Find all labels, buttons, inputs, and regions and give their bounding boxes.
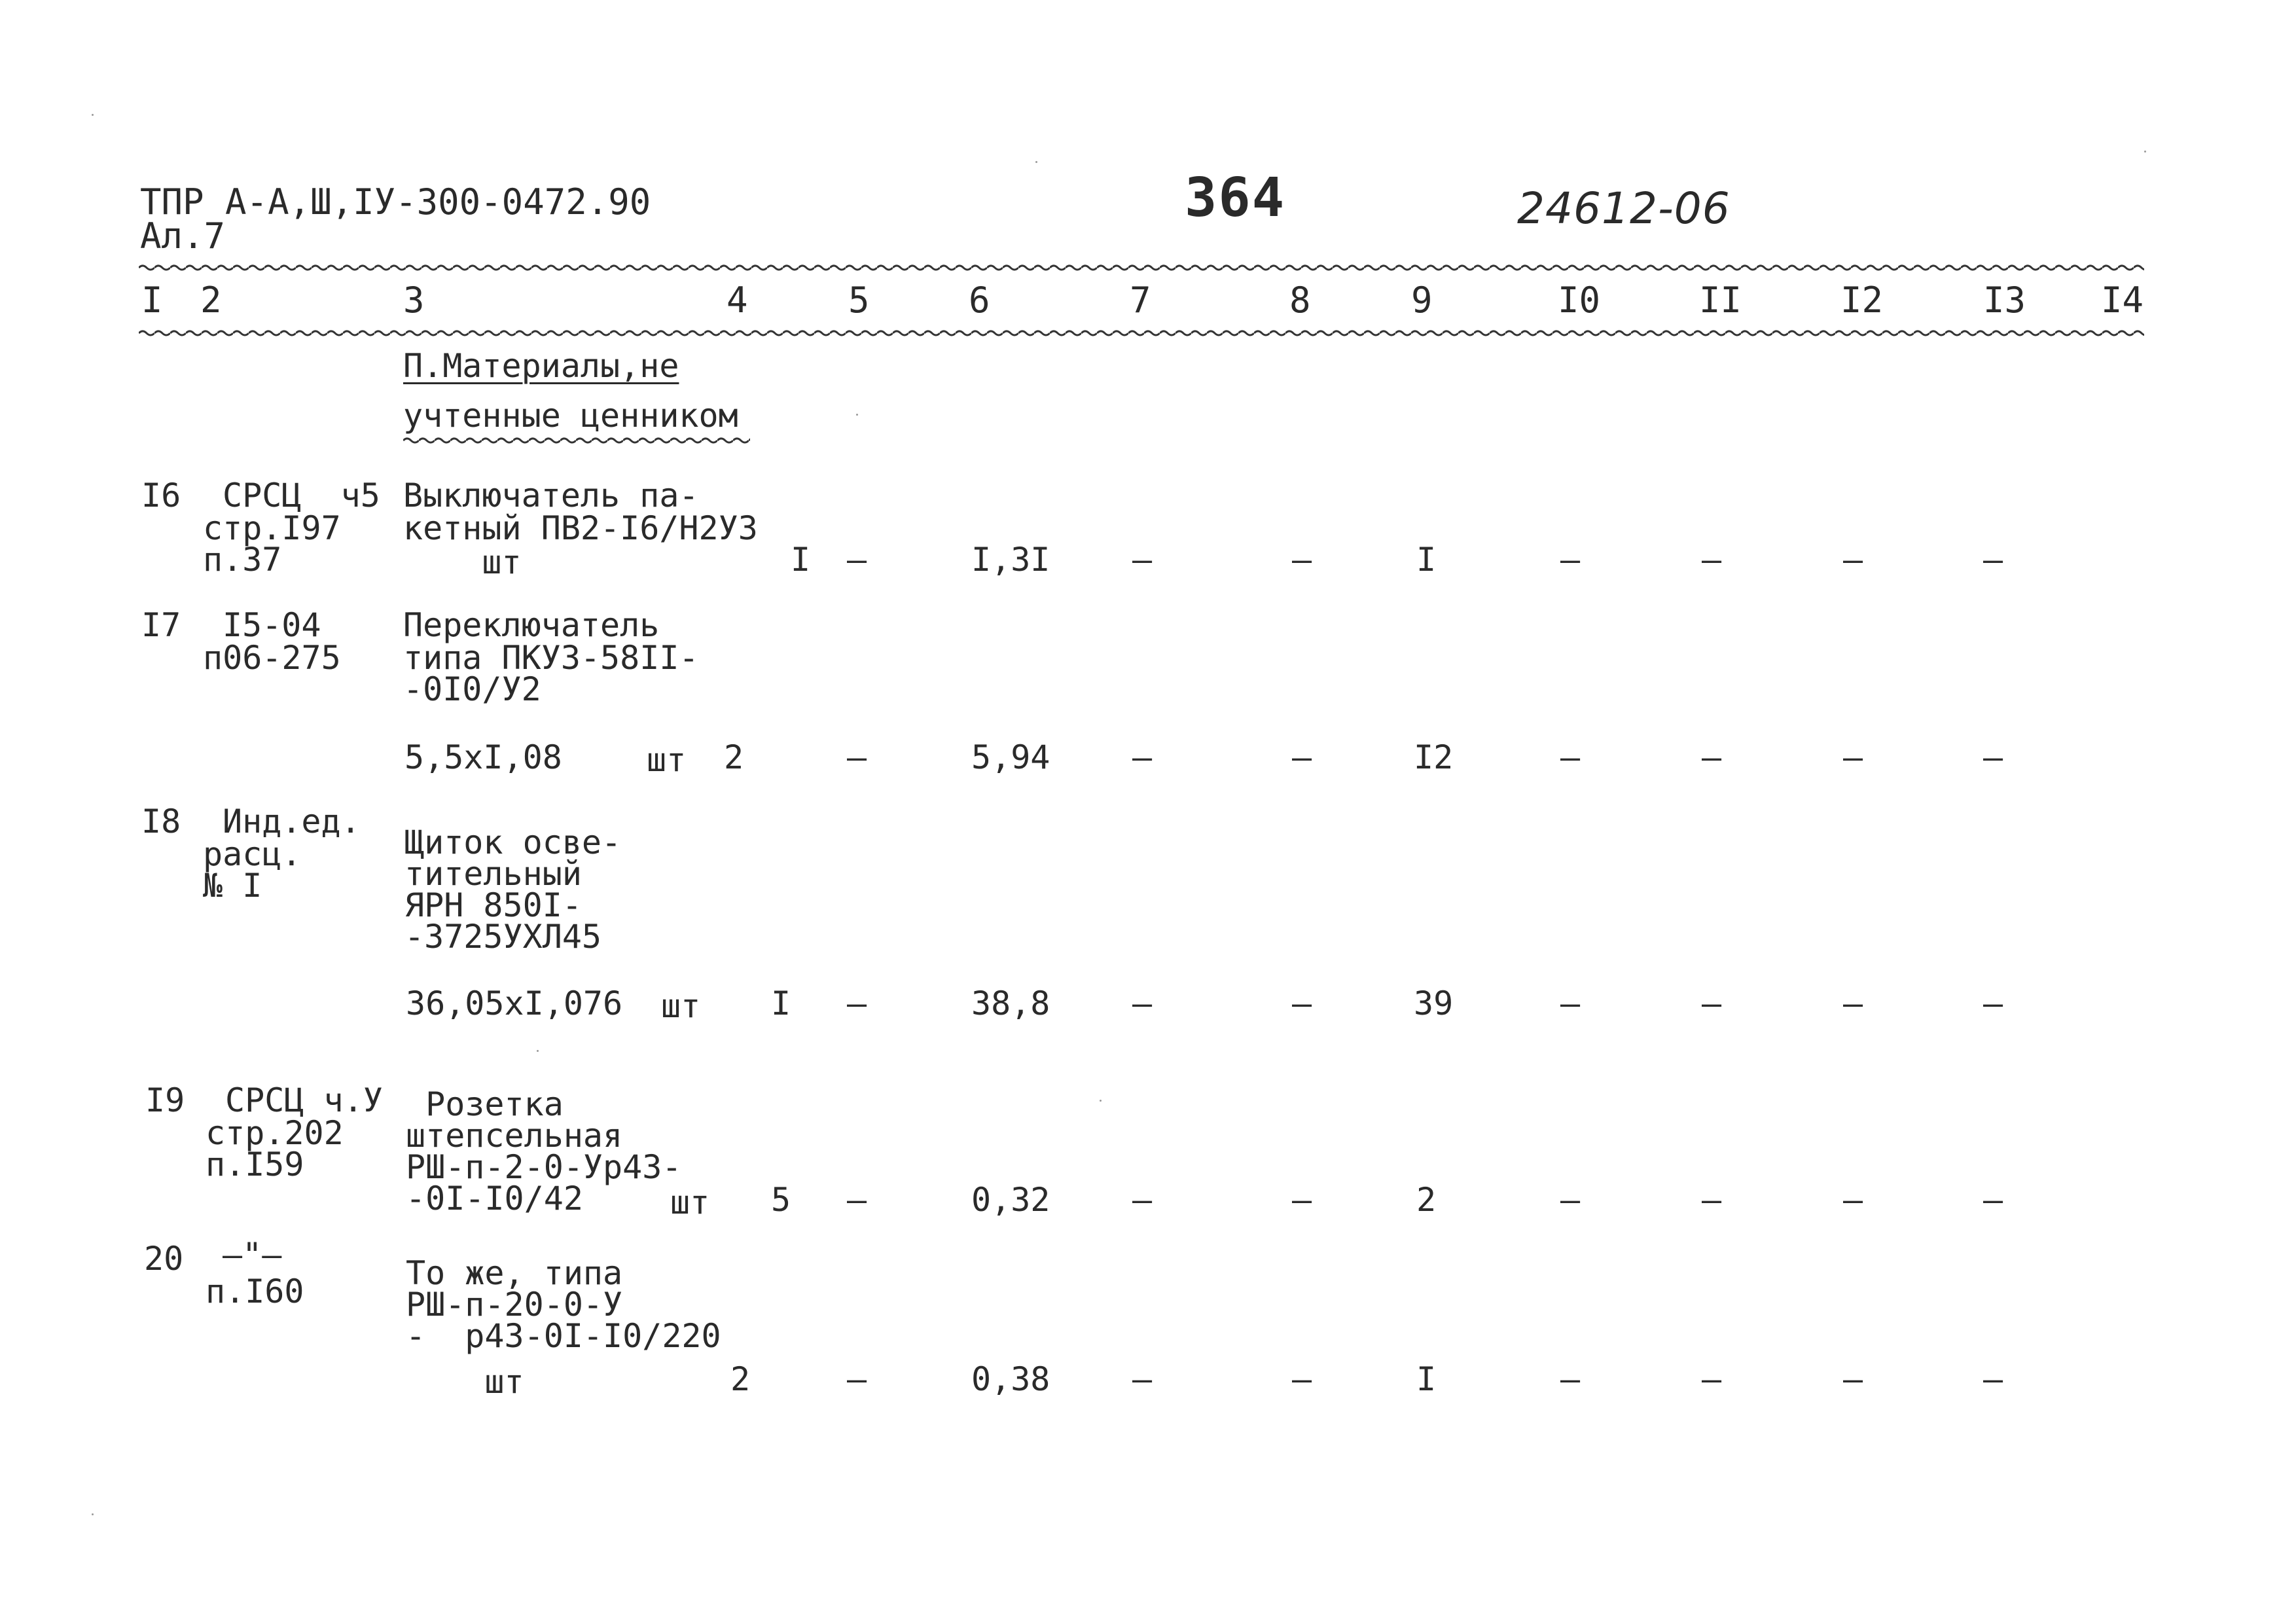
cell-col13: –	[1983, 738, 2003, 776]
description-line: тительный	[404, 855, 582, 893]
column-number-12: I2	[1840, 280, 1884, 321]
scan-speck	[92, 1513, 94, 1515]
cell-col9: I	[1416, 541, 1437, 579]
description-line: Переключатель	[403, 606, 660, 644]
reference-line: п.I59	[206, 1146, 304, 1183]
description-line: шт	[406, 1363, 524, 1401]
column-number-3: 3	[403, 280, 425, 321]
description-line: штепсельная	[406, 1117, 623, 1155]
column-number-11: II	[1699, 280, 1742, 321]
cell-col6: 5,94	[971, 738, 1050, 776]
description-line: -0I0/У2	[403, 670, 541, 708]
cell-col8: –	[1292, 738, 1312, 776]
reference-line: п06-275	[203, 639, 341, 677]
column-number-7: 7	[1130, 280, 1151, 321]
document-code: ТПР А-А,Ш,IУ-300-0472.90	[140, 181, 651, 223]
description-line: -0I-I0/42	[406, 1180, 583, 1218]
cell-col7: –	[1132, 984, 1153, 1022]
cell-col12: –	[1843, 1360, 1863, 1398]
column-number-6: 6	[969, 280, 990, 321]
row-number: 20	[144, 1240, 184, 1278]
cell-col13: –	[1983, 541, 2003, 579]
description-line: То же, типа	[406, 1254, 623, 1292]
cell-col4: 5	[771, 1181, 791, 1219]
cell-col13: –	[1983, 984, 2003, 1022]
column-number-8: 8	[1289, 280, 1311, 321]
description-line: типа ПКУЗ-58II-	[403, 639, 699, 677]
reference-line: п.37	[203, 541, 282, 579]
description-line: Розетка	[406, 1085, 564, 1123]
reference-line: –"–	[223, 1236, 282, 1274]
description-line: -3725УХЛ45	[404, 918, 602, 956]
page-number: 364	[1185, 167, 1286, 229]
cell-col12: –	[1843, 738, 1863, 776]
description-line: Выключатель па-	[403, 477, 699, 514]
column-header-rule	[139, 329, 2144, 338]
column-number-13: I3	[1983, 280, 2026, 321]
scan-speck	[856, 414, 858, 416]
reference-line: стр.I97	[203, 509, 341, 547]
cell-col4: I	[791, 541, 811, 579]
description-line: ЯРН 850I-	[404, 886, 582, 924]
cell-col10: –	[1560, 1181, 1581, 1219]
cell-col4: 2	[730, 1360, 751, 1398]
column-number-14: I4	[2101, 280, 2144, 321]
reference-line: СРСЦ ч5	[223, 477, 380, 514]
cell-col9: 39	[1414, 984, 1454, 1022]
cell-col12: –	[1843, 1181, 1863, 1219]
column-number-4: 4	[726, 280, 748, 321]
cell-col10: –	[1560, 984, 1581, 1022]
scan-speck	[92, 114, 94, 116]
cell-col12: –	[1843, 984, 1863, 1022]
table-top-rule	[139, 263, 2144, 272]
cell-col5: –	[847, 541, 867, 579]
scan-speck	[1100, 1100, 1102, 1102]
cell-col4: I	[771, 984, 791, 1022]
cell-col9: I2	[1414, 738, 1454, 776]
cell-col6: 38,8	[971, 984, 1050, 1022]
column-number-5: 5	[848, 280, 870, 321]
cell-col10: –	[1560, 541, 1581, 579]
cell-col5: –	[847, 738, 867, 776]
scan-speck	[1035, 161, 1037, 163]
cell-col11: –	[1702, 984, 1722, 1022]
cell-col4: 2	[724, 738, 744, 776]
description-line: кетный ПВ2-I6/Н2УЗ	[403, 509, 758, 547]
description-line: Щиток осве-	[404, 823, 622, 861]
column-number-1: I	[141, 280, 163, 321]
reference-line: расц.	[203, 835, 302, 873]
cell-col9: I	[1416, 1360, 1437, 1398]
scan-speck	[2144, 151, 2146, 153]
unit: шт	[670, 1183, 710, 1221]
row-number: I8	[141, 803, 181, 840]
cell-col11: –	[1702, 738, 1722, 776]
description-line: РШ-п-2-0-Ур43-	[406, 1148, 682, 1186]
calculation: 5,5xI,08	[404, 738, 562, 776]
calculation: 36,05xI,076	[406, 984, 623, 1022]
cell-col11: –	[1702, 1181, 1722, 1219]
cell-col8: –	[1292, 1181, 1312, 1219]
cell-col11: –	[1702, 541, 1722, 579]
cell-col8: –	[1292, 984, 1312, 1022]
reference-line: Инд.ед.	[223, 803, 361, 840]
reference-line: п.I60	[206, 1272, 304, 1310]
unit: шт	[647, 741, 687, 779]
scan-speck	[537, 1050, 539, 1052]
section-title-line2: учтенные ценником	[403, 397, 738, 435]
cell-col9: 2	[1416, 1181, 1437, 1219]
column-number-9: 9	[1411, 280, 1433, 321]
cell-col12: –	[1843, 541, 1863, 579]
cell-col7: –	[1132, 738, 1153, 776]
cell-col6: 0,38	[971, 1360, 1050, 1398]
cell-col6: I,3I	[971, 541, 1050, 579]
cell-col13: –	[1983, 1181, 2003, 1219]
cell-col8: –	[1292, 541, 1312, 579]
description-line: РШ-п-20-0-У	[406, 1286, 623, 1324]
column-number-2: 2	[200, 280, 222, 321]
cell-col6: 0,32	[971, 1181, 1050, 1219]
column-number-10: I0	[1558, 280, 1601, 321]
cell-col7: –	[1132, 1181, 1153, 1219]
row-number: I9	[145, 1081, 185, 1119]
cell-col10: –	[1560, 1360, 1581, 1398]
cell-col5: –	[847, 1360, 867, 1398]
row-number: I7	[141, 606, 181, 644]
cell-col11: –	[1702, 1360, 1722, 1398]
description-line: шт	[403, 543, 522, 581]
cell-col5: –	[847, 1181, 867, 1219]
reference-line: № I	[203, 867, 262, 905]
unit: шт	[661, 987, 701, 1025]
reference-line: СРСЦ ч.У	[225, 1081, 383, 1119]
cell-col7: –	[1132, 541, 1153, 579]
section-title-underline	[403, 436, 750, 445]
cell-col7: –	[1132, 1360, 1153, 1398]
sheet-number: Ал.7	[140, 215, 226, 257]
description-line: - р43-0I-I0/220	[406, 1317, 721, 1355]
row-number: I6	[141, 477, 181, 514]
reference-line: стр.202	[206, 1114, 344, 1152]
cell-col10: –	[1560, 738, 1581, 776]
cell-col13: –	[1983, 1360, 2003, 1398]
handwritten-number: 24612-06	[1517, 183, 1731, 234]
reference-line: I5-04	[223, 606, 321, 644]
cell-col8: –	[1292, 1360, 1312, 1398]
cell-col5: –	[847, 984, 867, 1022]
section-title-line1: П.Материалы,не	[403, 347, 679, 385]
